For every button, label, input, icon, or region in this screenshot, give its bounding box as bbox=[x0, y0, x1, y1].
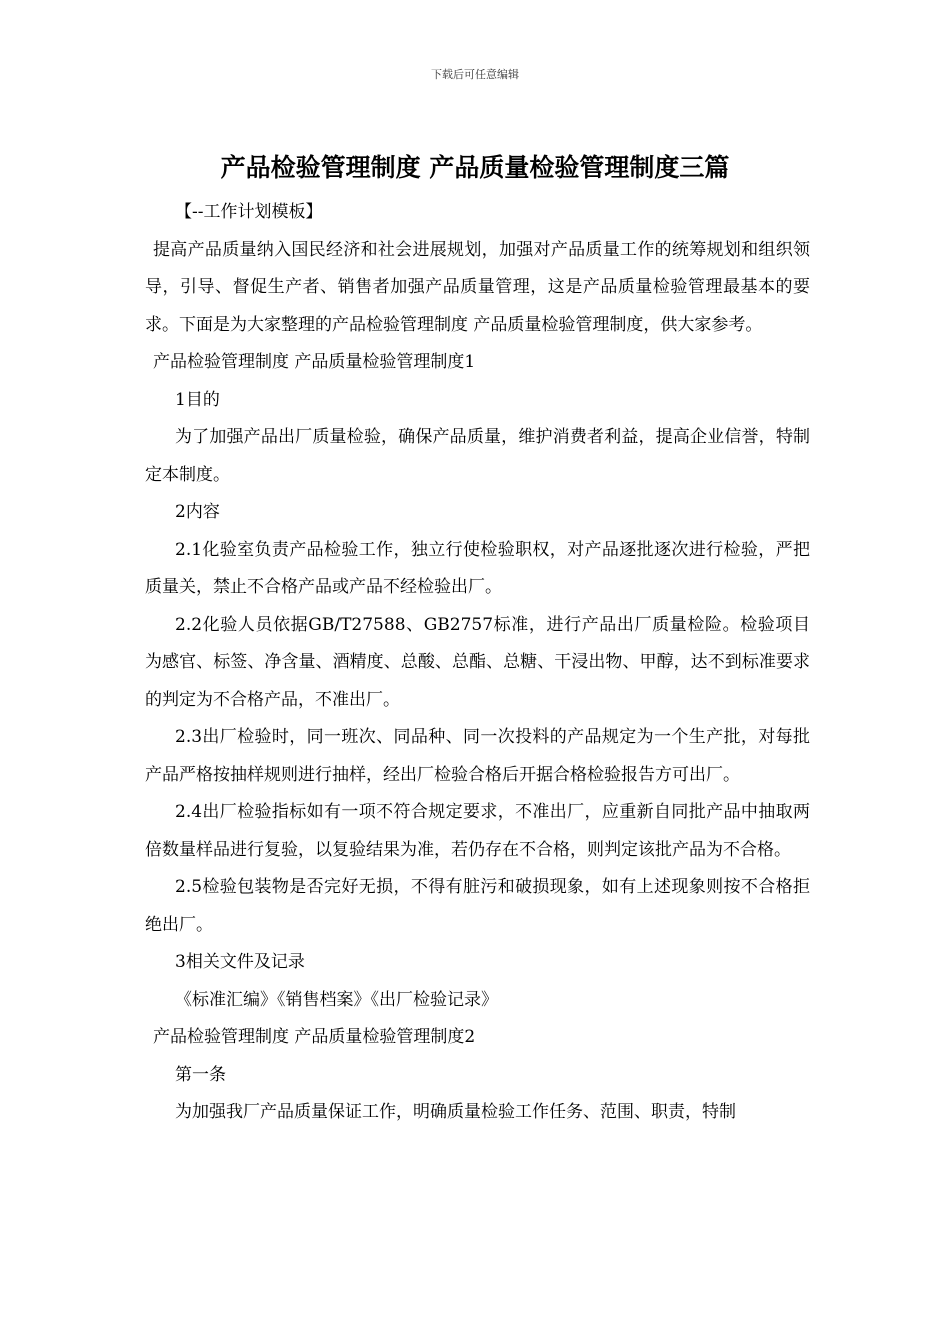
paragraph-2-5: 2.5检验包装物是否完好无损，不得有脏污和破损现象，如有上述现象则按不合格拒绝出厂。 bbox=[145, 877, 810, 935]
paragraph-intro: 提高产品质量纳入国民经济和社会进展规划，加强对产品质量工作的统筹规划和组织领导，引导、督促生产者、销售者加强产品质量管理，这是产品质量检验管理最基本的要求。下面是为大家整理的产品检验管理制度 产品质量检验管理制度，供大家参考。 bbox=[145, 239, 810, 335]
section-heading-2: 产品检验管理制度 产品质量检验管理制度2 bbox=[153, 1027, 476, 1047]
paragraph-2-1: 2.1化验室负责产品检验工作，独立行使检验职权，对产品逐批逐次进行检验，严把质量关，禁止不合格产品或产品不经检验出厂。 bbox=[145, 539, 810, 597]
paragraph-content-heading: 2内容 bbox=[175, 502, 220, 522]
paragraph-template-tag: 【--工作计划模板】 bbox=[175, 202, 323, 222]
document-title: 产品检验管理制度 产品质量检验管理制度三篇 bbox=[220, 153, 730, 182]
paragraph-purpose-heading: 1目的 bbox=[175, 389, 220, 410]
document-body bbox=[145, 194, 810, 1132]
paragraph-article-1: 为加强我厂产品质量保证工作，明确质量检验工作任务、范围、职责，特制 bbox=[175, 1102, 736, 1122]
section-heading-1: 产品检验管理制度 产品质量检验管理制度1 bbox=[153, 352, 476, 372]
paragraph-2-4: 2.4出厂检验指标如有一项不符合规定要求，不准出厂，应重新自同批产品中抽取两倍数量样品进行复验，以复验结果为准，若仍存在不合格，则判定该批产品为不合格。 bbox=[145, 802, 810, 860]
paragraph-2-2: 2.2化验人员依据GB/T27588、GB2757标准，进行产品出厂质量检险。检验项目为感官、标签、净含量、酒精度、总酸、总酯、总糖、干浸出物、甲醇，达不到标准要求的判定为不合格产品，不准出厂。 bbox=[145, 614, 810, 710]
paragraph-purpose: 为了加强产品出厂质量检验，确保产品质量，维护消费者利益，提高企业信誉，特制定本制度。 bbox=[145, 427, 810, 485]
paragraph-2-3: 2.3出厂检验时，同一班次、同品种、同一次投料的产品规定为一个生产批，对每批产品严格按抽样规则进行抽样，经出厂检验合格后开据合格检验报告方可出厂。 bbox=[145, 727, 810, 785]
paragraph-related-docs: 《标准汇编》《销售档案》《出厂检验记录》 bbox=[175, 989, 498, 1010]
paragraph-related-docs-heading: 3相关文件及记录 bbox=[175, 952, 305, 972]
paragraph-article-1-heading: 第一条 bbox=[175, 1064, 226, 1085]
header-note: 下载后可任意编辑 bbox=[431, 68, 519, 81]
